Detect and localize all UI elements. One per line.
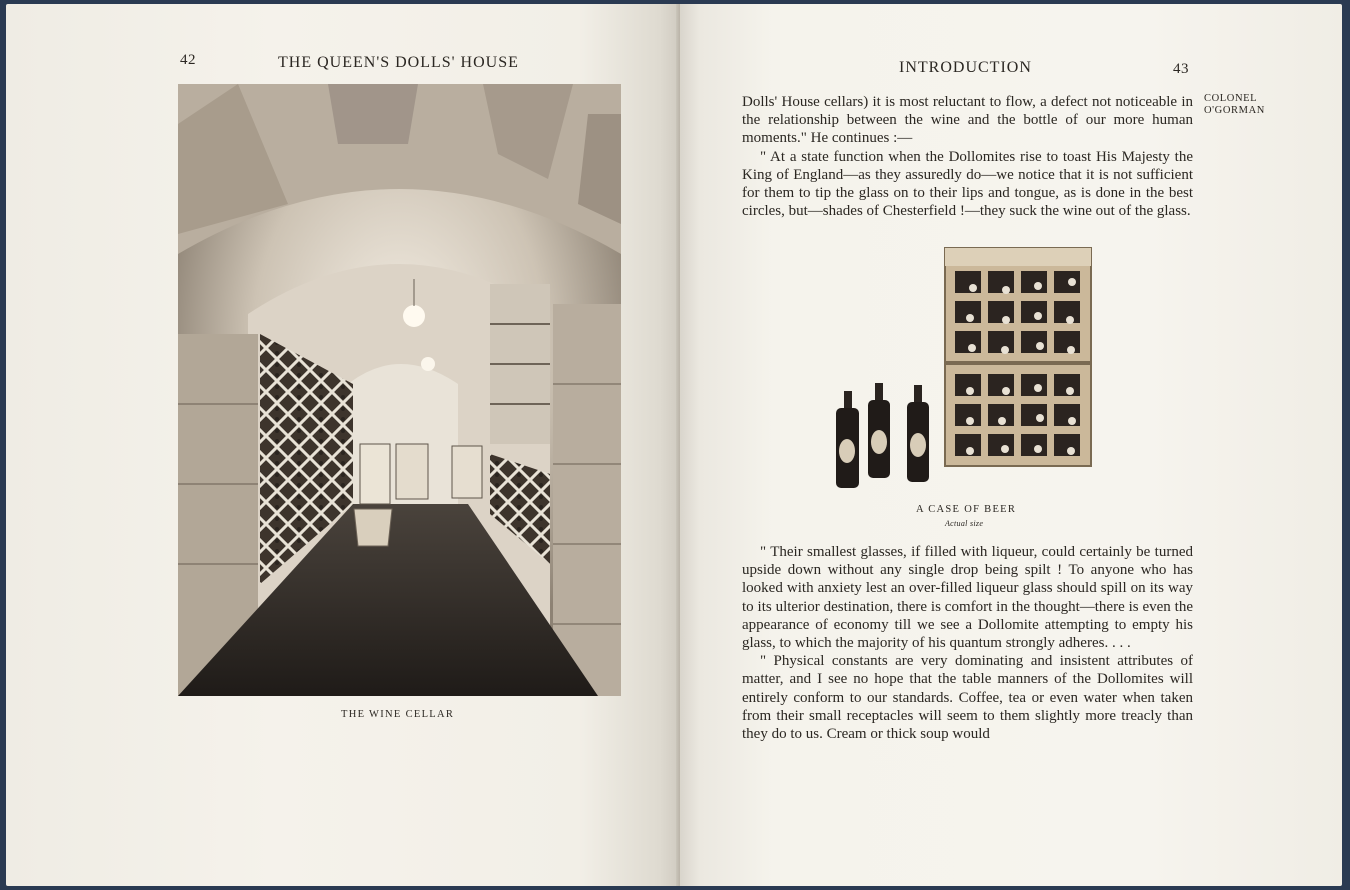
wine-cellar-illustration bbox=[178, 84, 621, 696]
body-text-bottom bbox=[742, 543, 1193, 743]
right-page bbox=[680, 4, 1342, 886]
beer-bottle-icon bbox=[836, 391, 859, 488]
left-page bbox=[6, 4, 680, 886]
paragraph: Dolls' House cellars) it is most reluctant to flow, a defect not noticeable in the relationship between the wine and the bottle of our more human moments." He continues :— bbox=[742, 94, 1193, 147]
beer-case-subcaption: Actual size bbox=[945, 519, 984, 528]
wine-cellar-photo bbox=[178, 84, 621, 696]
paragraph: " Their smallest glasses, if filled with liqueur, could certainly be turned upside down without any single drop being spilt ! To anyone who has looked with anxiety lest an over-filled liqueur glass should spill on its way to its ulterior destination, there is comfort in the thought—there is even the appearance of economy till we see a Dollomite attempting to empty his glass, to which the majority of his quantum strongly adheres. . . . bbox=[742, 544, 1193, 652]
body-text-top bbox=[742, 93, 1193, 220]
running-head-left: THE QUEEN'S DOLLS' HOUSE bbox=[278, 54, 519, 71]
paragraph: " Physical constants are very dominating and insistent attributes of matter, and I see no hope that the table manners of the Dollomites will entirely conform to our standards. Coffee, tea or even water when taken from their small receptacles will seem to them slightly more treacly than they do to us. Cream or thick soup would bbox=[742, 653, 1193, 743]
wine-cellar-caption: THE WINE CELLAR bbox=[341, 709, 455, 720]
running-head-right: INTRODUCTION bbox=[899, 59, 1032, 76]
beer-case-figure bbox=[830, 246, 1100, 491]
beer-case-caption: A CASE OF BEER bbox=[916, 504, 1017, 515]
margin-note: COLONEL O'GORMAN bbox=[1204, 93, 1265, 116]
page-number-left: 42 bbox=[180, 52, 196, 68]
beer-case-illustration bbox=[830, 246, 1100, 491]
page-number-right: 43 bbox=[1173, 61, 1189, 77]
paragraph: " At a state function when the Dollomites rise to toast His Majesty the King of England—as they assuredly do—we notice that it is not sufficient for them to tip the glass on to their lips and tongue, as is done in the best circles, but—shades of Chesterfield !—they suck the wine out of the glass. bbox=[742, 148, 1193, 220]
